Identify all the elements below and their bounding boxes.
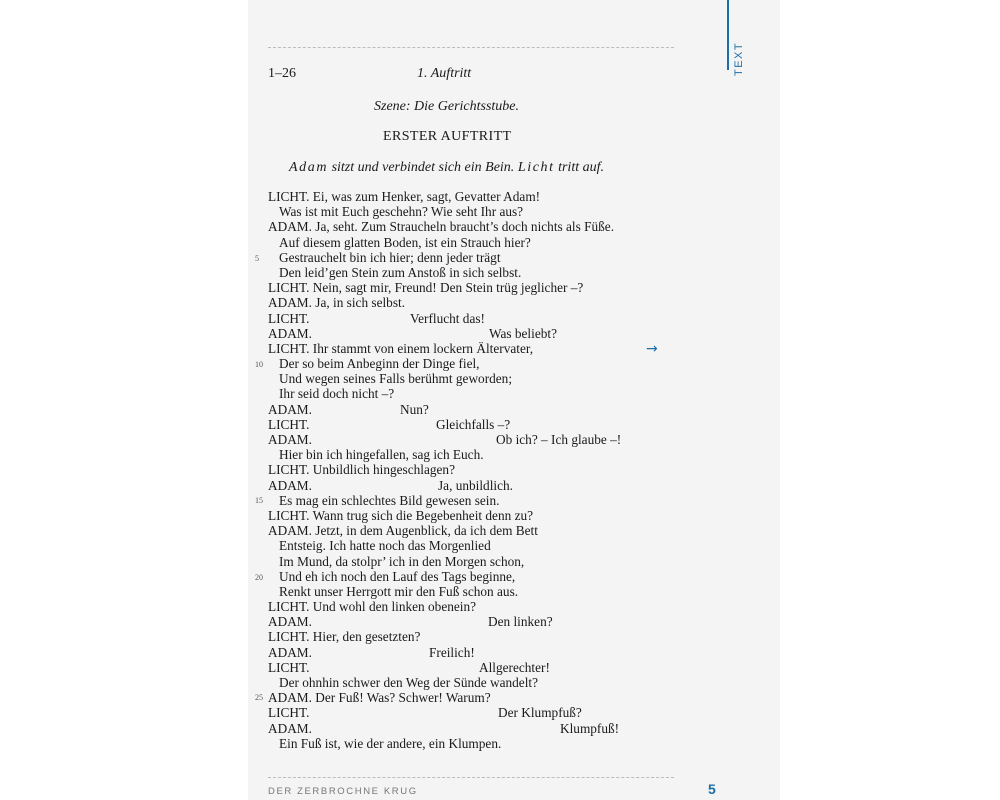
line-text: Im Mund, da stolpr’ ich in den Morgen schon, — [279, 553, 525, 569]
line-reply-text: Ja, unbildlich. — [438, 477, 513, 493]
dialogue-line — [268, 538, 688, 553]
line-text: Der so beim Anbeginn der Dinge fiel, — [279, 356, 480, 372]
dialogue-line — [268, 645, 688, 660]
continue-arrow-icon[interactable]: → — [646, 341, 658, 357]
dialogue-line — [268, 629, 688, 644]
line-reply-text: Der Klumpfuß? — [498, 705, 582, 721]
line-number: 25 — [255, 693, 263, 702]
dialogue-line — [268, 705, 688, 720]
dialogue-line — [268, 417, 688, 432]
line-text: LICHT. Wann trug sich die Begebenheit denn zu? — [268, 507, 534, 523]
line-text: LICHT. Ei, was zum Henker, sagt, Gevatter Adam! — [268, 189, 541, 204]
dialogue-line — [268, 250, 688, 265]
dialogue-line — [268, 311, 688, 326]
line-text: Es mag ein schlechtes Bild gewesen sein. — [279, 492, 500, 508]
line-text: ADAM. — [268, 325, 312, 341]
top-divider — [268, 47, 674, 48]
dialogue-line — [268, 584, 688, 599]
side-tab-label[interactable]: TEXT — [733, 41, 745, 76]
line-text: ADAM. — [268, 720, 312, 736]
dialogue-line — [268, 326, 688, 341]
line-reply-text: Allgerechter! — [479, 659, 550, 675]
line-reply-text: Den linken? — [488, 614, 553, 630]
dialogue-line — [268, 341, 688, 356]
line-text: LICHT. Und wohl den linken obenein? — [268, 599, 477, 615]
line-text: Den leid’gen Stein zum Anstoß in sich selbst. — [279, 264, 522, 280]
line-text: ADAM. — [268, 432, 312, 447]
line-text: ADAM. — [268, 401, 312, 417]
line-text: ADAM. — [268, 644, 312, 660]
line-text: LICHT. — [268, 416, 310, 432]
dialogue-line — [268, 554, 688, 569]
line-text: Renkt unser Herrgott mir den Fuß schon aus. — [279, 583, 519, 599]
line-text: Und wegen seines Falls berühmt geworden; — [279, 371, 513, 387]
line-text: ADAM. Ja, in sich selbst. — [268, 295, 406, 311]
stage-character-adam: Adam — [289, 160, 329, 175]
dialogue-line — [268, 462, 688, 477]
line-text: Hier bin ich hingefallen, sag ich Euch. — [279, 447, 484, 463]
line-text: Auf diesem glatten Boden, ist ein Strauch hier? — [279, 234, 531, 250]
line-number: 10 — [255, 360, 263, 369]
page-number: 5 — [708, 781, 716, 797]
line-reply-text: Gleichfalls –? — [436, 416, 511, 432]
dialogue-line — [268, 235, 688, 250]
dialogue-line — [268, 280, 688, 295]
bottom-divider — [268, 777, 674, 778]
line-number: 5 — [255, 254, 259, 263]
scene-heading: 1. Auftritt — [417, 66, 472, 81]
dialogue-line — [268, 432, 688, 447]
line-text: ADAM. Ja, seht. Zum Straucheln braucht’s doch nichts als Füße. — [268, 219, 615, 235]
setting-line: Szene: Die Gerichtsstube. — [374, 99, 520, 114]
dialogue-line — [268, 690, 688, 705]
dialogue-line — [268, 599, 688, 614]
dialogue-line — [268, 189, 688, 204]
dialogue-line — [268, 204, 688, 219]
line-reply-text: Verflucht das! — [410, 310, 485, 326]
line-text: Und eh ich noch den Lauf des Tags beginne, — [279, 568, 516, 584]
line-text: Gestrauchelt bin ich hier; denn jeder trägt — [279, 249, 501, 265]
dialogue-line — [268, 386, 688, 401]
dialogue-line — [268, 523, 688, 538]
line-text: Ihr seid doch nicht –? — [279, 386, 395, 402]
line-text: LICHT. Unbildlich hingeschlagen? — [268, 462, 455, 478]
dialogue-line — [268, 219, 688, 234]
dialogue-line — [268, 721, 688, 736]
line-reply-text: Was beliebt? — [489, 325, 557, 341]
line-reply-text: Ob ich? – Ich glaube –! — [496, 432, 622, 447]
dialogue-line — [268, 356, 688, 371]
stage-character-licht: Licht — [517, 160, 555, 175]
line-text: LICHT. — [268, 659, 310, 675]
side-tab-marker — [727, 0, 729, 70]
stage-direction — [289, 160, 604, 176]
line-text: LICHT. — [268, 705, 310, 721]
line-text: Ein Fuß ist, wie der andere, ein Klumpen. — [279, 735, 502, 751]
dialogue-line — [268, 569, 688, 584]
line-text: Der ohnhin schwer den Weg der Sünde wandelt? — [279, 675, 539, 690]
line-text: ADAM. Jetzt, in dem Augenblick, da ich dem Bett — [268, 523, 538, 539]
dialogue-line — [268, 614, 688, 629]
dialogue-line — [268, 295, 688, 310]
line-text: ADAM. — [268, 477, 312, 493]
line-text: LICHT. Hier, den gesetzten? — [268, 629, 421, 645]
dialogue-line — [268, 493, 688, 508]
line-text: LICHT. Ihr stammt von einem lockern Ältervater, — [268, 340, 534, 356]
scene-title: ERSTER AUFTRITT — [383, 129, 512, 144]
line-range: 1–26 — [268, 66, 296, 81]
line-number: 15 — [255, 496, 263, 505]
line-text: Entsteig. Ich hatte noch das Morgenlied — [279, 538, 491, 554]
line-text: ADAM. Der Fuß! Was? Schwer! Warum? — [268, 690, 491, 706]
dialogue-line — [268, 478, 688, 493]
dialogue-line — [268, 402, 688, 417]
line-text: LICHT. — [268, 310, 310, 326]
line-text: ADAM. — [268, 614, 312, 630]
dialogue-text — [268, 189, 688, 751]
stage-text-2: tritt auf. — [554, 160, 604, 175]
footer-book-title: DER ZERBROCHNE KRUG — [268, 786, 418, 797]
dialogue-line — [268, 371, 688, 386]
dialogue-line — [268, 660, 688, 675]
line-text: LICHT. Nein, sagt mir, Freund! Den Stein trüg jeglicher –? — [268, 280, 584, 296]
line-reply-text: Klumpfuß! — [560, 720, 620, 736]
dialogue-line — [268, 736, 688, 751]
line-number: 20 — [255, 573, 263, 582]
dialogue-line — [268, 265, 688, 280]
line-reply-text: Freilich! — [429, 644, 475, 660]
line-reply-text: Nun? — [400, 401, 429, 417]
line-text: Was ist mit Euch geschehn? Wie seht Ihr aus? — [279, 204, 524, 220]
dialogue-line — [268, 447, 688, 462]
stage-text-1: sitzt und verbindet sich ein Bein. — [328, 160, 518, 175]
dialogue-line — [268, 675, 688, 690]
dialogue-line — [268, 508, 688, 523]
